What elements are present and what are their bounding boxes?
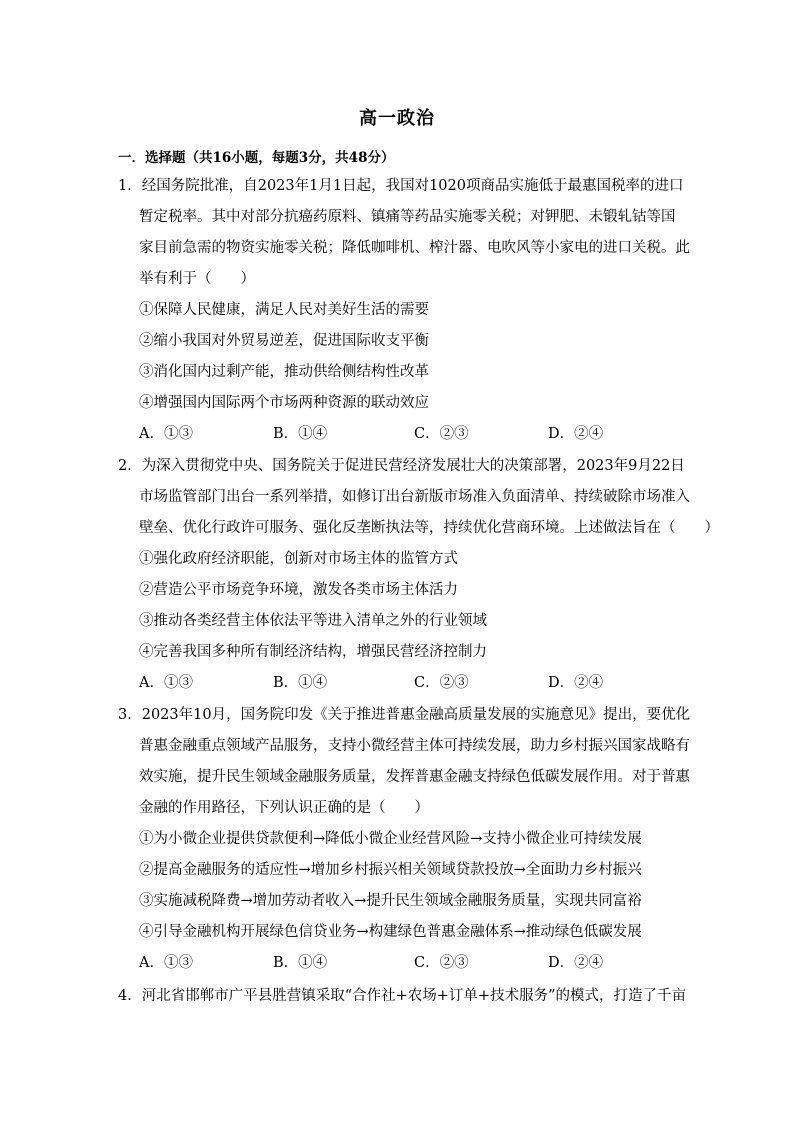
choice-d: D．②④ <box>548 675 604 691</box>
page-title: 高一政治 <box>359 108 435 129</box>
answer-choices <box>139 953 679 973</box>
question-stem-line: 3．2023年10月，国务院印发《关于推进普惠金融高质量发展的实施意见》提出，要优化 <box>118 707 691 723</box>
answer-choices <box>139 424 679 444</box>
statement-option: ③实施减税降费→增加劳动者收入→提升民生领域金融服务质量，实现共同富裕 <box>139 893 642 909</box>
question-stem-line: 2．为深入贯彻党中央、国务院关于促进民营经济发展壮大的决策部署，2023年9月22日 <box>118 458 685 474</box>
choice-d: D．②④ <box>548 955 604 971</box>
question-stem-line: 举有利于（ ） <box>139 271 255 287</box>
choice-b: B．①④ <box>273 426 328 442</box>
question-stem-line: 壁垒、优化行政许可服务、强化反垄断执法等，持续优化营商环境。上述做法旨在（ ） <box>139 520 719 536</box>
choice-a: A．①③ <box>139 426 193 442</box>
statement-option: ③消化国内过剩产能，推动供给侧结构性改革 <box>139 364 429 380</box>
question-stem-line: 普惠金融重点领域产品服务，支持小微经营主体可持续发展，助力乡村振兴国家战略有 <box>139 738 690 754</box>
question-stem-line: 金融的作用路径，下列认识正确的是（ ） <box>139 800 429 816</box>
statement-option: ②提高金融服务的适应性→增加乡村振兴相关领域贷款投放→全面助力乡村振兴 <box>139 862 642 878</box>
question-stem-line: 1．经国务院批准，自2023年1月1日起，我国对1020项商品实施低于最惠国税率的进口 <box>118 178 684 194</box>
question-stem-line: 4．河北省邯郸市广平县胜营镇采取“合作社+农场+订单+技术服务”的模式，打造了千亩 <box>118 988 686 1004</box>
choice-a: A．①③ <box>139 955 193 971</box>
question-stem-line: 暂定税率。其中对部分抗癌药原料、镇痛等药品实施零关税；对钾肥、未锻轧钴等国 <box>139 209 676 225</box>
statement-option: ④完善我国多种所有制经济结构，增强民营经济控制力 <box>139 644 487 660</box>
question-stem-line: 家目前急需的物资实施零关税；降低咖啡机、榨汁器、电吹风等小家电的进口关税。此 <box>139 240 690 256</box>
choice-d: D．②④ <box>548 426 604 442</box>
statement-option: ②营造公平市场竞争环境，激发各类市场主体活力 <box>139 582 458 598</box>
statement-option: ②缩小我国对外贸易逆差，促进国际收支平衡 <box>139 333 429 349</box>
choice-b: B．①④ <box>273 675 328 691</box>
statement-option: ①保障人民健康，满足人民对美好生活的需要 <box>139 302 429 318</box>
question-stem-line: 市场监管部门出台一系列举措，如修订出台新版市场准入负面清单、持续破除市场准入 <box>139 489 690 505</box>
choice-b: B．①④ <box>273 955 328 971</box>
section-header: 一．选择题（共16小题，每题3分，共48分） <box>118 150 395 166</box>
statement-option: ④增强国内国际两个市场两种资源的联动效应 <box>139 395 429 411</box>
statement-option: ①为小微企业提供贷款便利→降低小微企业经营风险→支持小微企业可持续发展 <box>139 831 642 847</box>
choice-a: A．①③ <box>139 675 193 691</box>
choice-c: C．②③ <box>414 675 469 691</box>
question-stem-line: 效实施，提升民生领域金融服务质量，发挥普惠金融支持绿色低碳发展作用。对于普惠 <box>139 769 690 785</box>
statement-option: ④引导金融机构开展绿色信贷业务→构建绿色普惠金融体系→推动绿色低碳发展 <box>139 924 642 940</box>
answer-choices <box>139 673 679 693</box>
statement-option: ①强化政府经济职能，创新对市场主体的监管方式 <box>139 551 458 567</box>
choice-c: C．②③ <box>414 955 469 971</box>
choice-c: C．②③ <box>414 426 469 442</box>
statement-option: ③推动各类经营主体依法平等进入清单之外的行业领域 <box>139 613 487 629</box>
